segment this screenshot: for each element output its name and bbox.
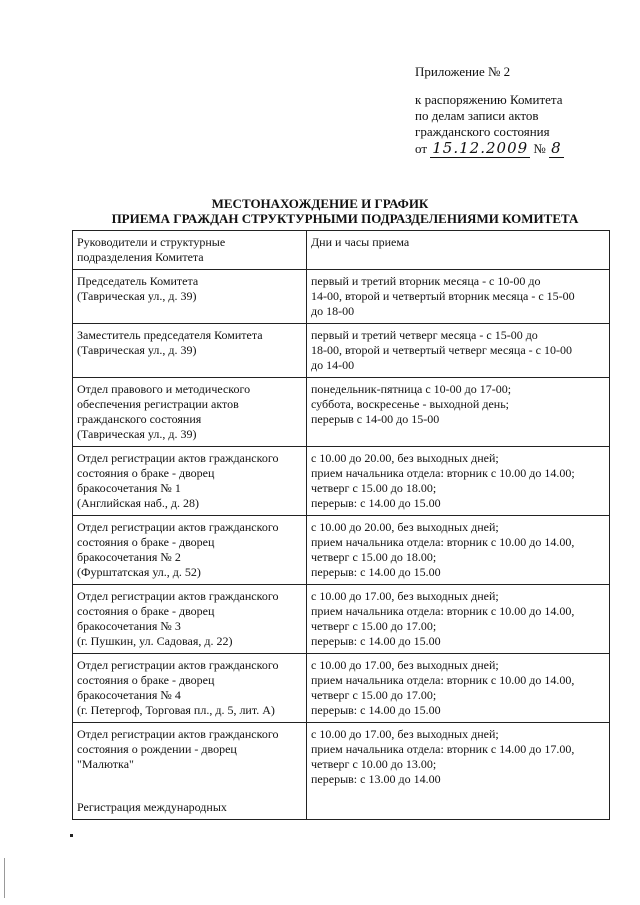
table-row <box>73 447 610 516</box>
scan-dot-mark <box>70 834 73 837</box>
appendix-line-1: к распоряжению Комитета <box>415 92 563 107</box>
header-cell-units: Руководители и структурные подразделения Комитета <box>73 231 307 270</box>
appendix-line-2: по делам записи актов <box>415 108 539 123</box>
unit-cell: Заместитель председателя Комитета (Таврическая ул., д. 39) <box>73 324 307 378</box>
schedule-cell: понедельник-пятница с 10-00 до 17-00; суббота, воскресенье - выходной день; перерыв с 14-00 до 15-00 <box>307 378 610 447</box>
unit-cell: Отдел регистрации актов гражданского состояния о браке - дворец бракосочетания № 3 (г. Пушкин, ул. Садовая, д. 22) <box>73 585 307 654</box>
schedule-cell: с 10.00 до 17.00, без выходных дней; прием начальника отдела: вторник с 14.00 до 17.00, четверг с 10.00 до 13.00; перерыв: с 13.00 до 14.00 <box>307 723 610 820</box>
appendix-title: Приложение № 2 <box>415 64 511 79</box>
schedule-cell: с 10.00 до 17.00, без выходных дней; прием начальника отдела: вторник с 10.00 до 14.00, четверг с 15.00 до 17.00; перерыв: с 14.00 до 15.00 <box>307 585 610 654</box>
unit-cell-extra: Регистрация международных <box>77 800 227 814</box>
appendix-line-3: гражданского состояния <box>415 124 550 139</box>
schedule-cell: первый и третий четверг месяца - с 15-00 до 18-00, второй и четвертый четверг месяца - с 10-00 до 14-00 <box>307 324 610 378</box>
table-row <box>73 654 610 723</box>
appendix-date-line <box>415 140 564 157</box>
schedule-table <box>72 230 610 820</box>
table-row <box>73 270 610 324</box>
table-header-row <box>73 231 610 270</box>
scan-edge-line <box>4 858 5 898</box>
header-cell-hours: Дни и часы приема <box>307 231 610 270</box>
schedule-cell: с 10.00 до 20.00, без выходных дней; прием начальника отдела: вторник с 10.00 до 14.00, четверг с 15.00 до 18.00; перерыв: с 14.00 до 15.00 <box>307 516 610 585</box>
unit-cell: Председатель Комитета (Таврическая ул., д. 39) <box>73 270 307 324</box>
schedule-cell: с 10.00 до 20.00, без выходных дней; прием начальника отдела: вторник с 10.00 до 14.00; четверг с 15.00 до 18.00; перерыв: с 14.00 до 15.00 <box>307 447 610 516</box>
unit-cell: Отдел регистрации актов гражданского состояния о браке - дворец бракосочетания № 4 (г. Петергоф, Торговая пл., д. 5, лит. А) <box>73 654 307 723</box>
unit-cell: Отдел правового и методического обеспечения регистрации актов гражданского состояния (Таврическая ул., д. 39) <box>73 378 307 447</box>
document-heading <box>0 196 640 226</box>
unit-cell: Отдел регистрации актов гражданского состояния о браке - дворец бракосочетания № 1 (Английская наб., д. 28) <box>73 447 307 516</box>
table-row <box>73 324 610 378</box>
schedule-cell: первый и третий вторник месяца - с 10-00 до 14-00, второй и четвертый вторник месяца - с 15-00 до 18-00 <box>307 270 610 324</box>
table-row <box>73 378 610 447</box>
heading-line-1: МЕСТОНАХОЖДЕНИЕ И ГРАФИК <box>211 196 429 211</box>
date-prefix: от <box>415 141 428 156</box>
schedule-cell: с 10.00 до 17.00, без выходных дней; прием начальника отдела: вторник с 10.00 до 14.00, четверг с 15.00 до 17.00; перерыв: с 14.00 до 15.00 <box>307 654 610 723</box>
unit-cell: Отдел регистрации актов гражданского состояния о браке - дворец бракосочетания № 2 (Фурштатская ул., д. 52) <box>73 516 307 585</box>
number-prefix: № <box>533 141 546 156</box>
unit-cell: Отдел регистрации актов гражданского состояния о рождении - дворец "Малютка" Регистрация международных <box>73 723 307 820</box>
handwritten-number: 8 <box>551 139 562 157</box>
appendix-block <box>415 64 564 157</box>
table-row <box>73 723 610 820</box>
heading-line-2: ПРИЕМА ГРАЖДАН СТРУКТУРНЫМИ ПОДРАЗДЕЛЕНИЯМИ КОМИТЕТА <box>111 211 579 226</box>
table-row <box>73 585 610 654</box>
table-row <box>73 516 610 585</box>
handwritten-date: 15.12.2009 <box>432 139 529 157</box>
